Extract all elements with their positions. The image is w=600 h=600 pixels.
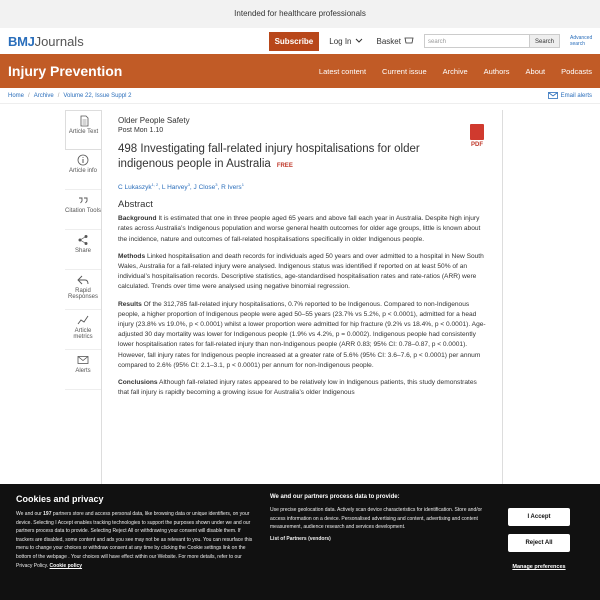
pdf-label: PDF bbox=[471, 142, 483, 148]
manage-preferences-link[interactable]: Manage preferences bbox=[512, 564, 566, 570]
healthcare-banner-text: Intended for healthcare professionals bbox=[234, 9, 366, 18]
article-content bbox=[101, 110, 503, 522]
author-link[interactable]: R Ivers bbox=[221, 184, 242, 192]
cookie-consent-banner bbox=[0, 484, 600, 600]
article-session: Post Mon 1.10 bbox=[118, 127, 164, 134]
tool-label: Article info bbox=[68, 168, 97, 174]
results-label: Results bbox=[118, 300, 142, 308]
affiliation-ref[interactable]: 3 bbox=[187, 182, 190, 187]
reject-all-button[interactable]: Reject All bbox=[508, 534, 570, 552]
info-icon bbox=[77, 154, 89, 166]
abstract-results bbox=[118, 300, 486, 371]
partner-count[interactable]: 197 bbox=[43, 511, 52, 517]
pdf-icon bbox=[470, 124, 484, 140]
author-link[interactable]: J Close bbox=[193, 184, 216, 192]
tool-label: Citation Tools bbox=[65, 208, 101, 214]
cookie-title: Cookies and privacy bbox=[16, 494, 104, 504]
breadcrumb-archive[interactable]: Archive bbox=[33, 92, 54, 99]
nav-current-issue[interactable]: Current issue bbox=[382, 66, 427, 76]
cookie-purposes-title: We and our partners process data to provide: bbox=[270, 494, 400, 500]
logo-bmj: BMJ bbox=[8, 33, 35, 49]
advanced-search-link[interactable]: Advanced search bbox=[570, 35, 593, 47]
metrics-icon bbox=[77, 314, 89, 326]
tool-rapid-responses[interactable] bbox=[65, 270, 101, 310]
affiliation-ref[interactable]: 3 bbox=[215, 182, 218, 187]
basket-label: Basket bbox=[376, 36, 401, 46]
tool-label: Article Text bbox=[68, 129, 99, 135]
tool-label: Rapid Responses bbox=[67, 288, 99, 300]
breadcrumb-separator: / bbox=[57, 92, 60, 99]
search-input[interactable]: search bbox=[424, 34, 530, 48]
background-text: It is estimated that one in three people aged 65 years and above fall each year in Australia. Despite high injury rates across Australia’s Indigenous population and worse general health outcomes for older age groups, little is known about the incidence, nature and outcomes of fall-related hospitalisations specifically in older Indigenous people. bbox=[118, 215, 481, 243]
affiliation-ref[interactable]: 1, 2 bbox=[151, 182, 159, 187]
nav-podcasts[interactable]: Podcasts bbox=[561, 66, 592, 76]
cookie-purposes-text: Use precise geolocation data. Actively scan device characteristics for identification. Store and/or access information on a device. Personalised advertising and content, advertising and content measurement, audience research and services development. bbox=[270, 507, 483, 531]
methods-label: Methods bbox=[118, 252, 146, 260]
author-link[interactable]: C Lukaszyk bbox=[118, 184, 152, 192]
nav-latest-content[interactable]: Latest content bbox=[318, 66, 367, 76]
reply-icon bbox=[77, 274, 89, 286]
bmj-journals-logo[interactable] bbox=[8, 34, 84, 49]
site-header bbox=[0, 28, 600, 54]
cookie-text-a: We and our bbox=[16, 511, 42, 517]
tool-citation-tools[interactable] bbox=[65, 190, 101, 230]
cookie-text-b: partners store and access personal data, like browsing data or unique identifiers, on your device. Selecting I Accept enables tracking technologies to support the purposes shown under we and our partners process data to provide. Selecting Reject All or withdrawing your consent will disable them. If trackers are disabled, some content and ads you see may not be as relevant to you. You can resurface this menu to change your choices or withdraw consent at any time by clicking the Cookie settings link on the bottom of the webpage . Your choices will have effect within our Website. For more details, refer to our Privacy Policy. bbox=[16, 511, 253, 569]
tool-label: Alerts bbox=[75, 368, 91, 374]
share-icon bbox=[77, 234, 89, 246]
nav-archive[interactable]: Archive bbox=[442, 66, 468, 76]
breadcrumb bbox=[0, 88, 600, 104]
journal-title[interactable]: Injury Prevention bbox=[8, 63, 123, 79]
tool-article-metrics[interactable] bbox=[65, 310, 101, 350]
abstract-heading: Abstract bbox=[118, 199, 153, 211]
healthcare-banner bbox=[0, 0, 600, 28]
login-label: Log In bbox=[329, 36, 352, 46]
chevron-down-icon bbox=[355, 38, 363, 44]
accept-cookies-button[interactable]: I Accept bbox=[508, 508, 570, 526]
abstract-conclusions bbox=[118, 378, 486, 398]
breadcrumb-home[interactable]: Home bbox=[8, 92, 25, 99]
affiliation-ref[interactable]: 1 bbox=[241, 182, 244, 187]
tool-share[interactable] bbox=[65, 230, 101, 270]
breadcrumb-separator: / bbox=[28, 92, 30, 99]
search-form bbox=[424, 34, 560, 48]
abstract-background bbox=[118, 214, 486, 245]
background-label: Background bbox=[118, 215, 157, 223]
conclusions-text: Although fall-related injury rates appeared to be relatively low in Indigenous patients, this study demonstrates that fall injury is rapidly becoming a growing issue for Australia’s older Indigenous bbox=[118, 379, 477, 397]
quote-icon bbox=[77, 194, 89, 206]
search-button[interactable]: Search bbox=[530, 34, 560, 48]
tool-label: Share bbox=[74, 248, 91, 254]
cookie-policy-link[interactable]: Cookie policy bbox=[49, 562, 83, 569]
nav-authors[interactable]: Authors bbox=[483, 66, 510, 76]
results-text: Of the 312,785 fall-related injury hospitalisations, 0.7% reported to be Indigenous. Compared to non-Indigenous people, a higher proportion of Indigenous people were aged 50–55 years (23.7% vs 5.2%, p < 0.0001), admitted for a head injury (23.8% vs 19.0%, p < 0.0001) whilst a lower proportion were admitted for hip fracture (9.2% vs 18.4%, p < 0.0001). Age-adjusted 30 day mortality was lower for Indigenous people (1.9% vs 4.2%, p = 0.0002). Indigenous people had consistently lower hospitalisation rates for fall-related injury than non-Indigenous people (ARR 0.83; 95% CI: 0.78–0.87, p < 0.0001). However, fall injury rates for Indigenous people increased at a greater rate of 5.6% (95% CI: 3.6–7.6, p < 0.0001) per annum compared to 2.6% (95% CI: 2.1–3.1, p < 0.0001) per annum for non-Indigenous people. bbox=[118, 300, 486, 369]
envelope-icon bbox=[77, 354, 89, 366]
envelope-icon bbox=[548, 92, 558, 99]
author-list: C Lukaszyk$^{1, 2}$, L Harvey$^3$, J Close$^3$, R Ivers$^1$ bbox=[118, 182, 244, 192]
free-badge: FREE bbox=[276, 163, 293, 169]
article-title-text: 498 Investigating fall-related injury hospitalisations for older indigenous people in Australia bbox=[118, 143, 420, 170]
abstract-methods bbox=[118, 252, 486, 293]
methods-text: Linked hospitalisation and death records for individuals aged 50 years and over admitted to a hospital in New South Wales, Australia for a fall-related injury were analysed. Indigenous status was identified if reported on at least 50% of an individual’s hospitalisation records. Descriptive statistics, age-standardised hospitalisation rates and rate-ratios (ARR) were calculated. Trends over time were analysed using negative binomial regression. bbox=[118, 252, 484, 291]
tool-label: Article metrics bbox=[73, 328, 93, 340]
article-tools bbox=[65, 110, 101, 390]
tool-article-info[interactable] bbox=[65, 150, 101, 190]
email-alerts-label: Email alerts bbox=[560, 92, 592, 99]
cookie-text bbox=[16, 510, 254, 570]
article-title bbox=[118, 142, 438, 174]
journal-navbar bbox=[0, 54, 600, 88]
basket-icon bbox=[404, 37, 414, 45]
conclusions-label: Conclusions bbox=[118, 379, 158, 386]
breadcrumb-volume[interactable]: Volume 22, Issue Suppl 2 bbox=[63, 92, 132, 99]
pdf-download-button[interactable] bbox=[470, 124, 484, 148]
article-area bbox=[0, 104, 600, 522]
tool-article-text[interactable] bbox=[65, 110, 101, 150]
nav-about[interactable]: About bbox=[525, 66, 546, 76]
subscribe-button[interactable]: Subscribe bbox=[269, 32, 320, 51]
login-button[interactable] bbox=[325, 37, 366, 46]
logo-journals: Journals bbox=[34, 33, 84, 49]
tool-alerts[interactable] bbox=[65, 350, 101, 390]
email-alerts-link[interactable] bbox=[548, 92, 592, 99]
basket-button[interactable] bbox=[373, 37, 418, 46]
document-icon bbox=[78, 115, 90, 127]
author-link[interactable]: L Harvey bbox=[161, 184, 188, 192]
partners-list-link[interactable]: List of Partners (vendors) bbox=[270, 535, 331, 542]
article-section: Older People Safety bbox=[118, 116, 190, 125]
